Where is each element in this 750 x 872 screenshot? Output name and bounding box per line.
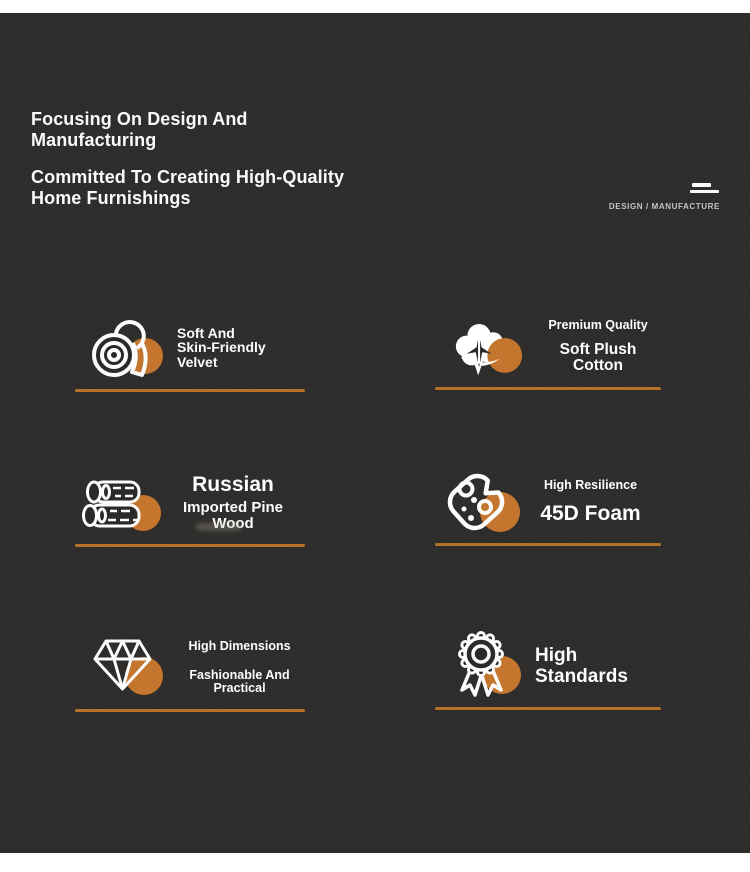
badge-label: DESIGN / MANUFACTURE <box>608 202 720 211</box>
heading-primary <box>31 109 344 150</box>
feature-subtitle: Imported Pine Wood <box>182 498 283 532</box>
feature-standards <box>435 630 661 710</box>
feature-velvet-text <box>177 326 266 370</box>
double-dash-icon <box>690 190 719 194</box>
accent-underline <box>75 389 305 392</box>
award-medal-icon <box>455 631 521 701</box>
heading-secondary-line2: Home Furnishings <box>31 187 191 208</box>
heading-secondary-line1: Committed To Creating High-Quality <box>31 167 345 187</box>
accent-underline <box>75 544 305 547</box>
feature-title: 45D Foam <box>540 502 641 525</box>
accent-underline <box>435 543 661 546</box>
wood-logs-icon <box>82 480 161 531</box>
fabric-roll-icon <box>92 317 164 379</box>
heading-primary-line1: Focusing On Design And <box>31 109 248 129</box>
top-white-strip <box>0 0 750 13</box>
accent-underline <box>75 709 305 712</box>
feature-tagline: High Dimensions <box>188 638 291 653</box>
foam-sponge-icon <box>440 466 520 539</box>
heading-primary-line2: Manufacturing <box>31 129 157 150</box>
bottom-white-strip <box>0 853 750 872</box>
feature-tagline: High Resilience <box>543 478 638 492</box>
accent-underline <box>435 707 661 710</box>
feature-dimensions <box>75 630 305 712</box>
feature-pine <box>75 466 305 547</box>
feature-foam-text <box>520 479 661 525</box>
feature-title: Soft Plush Cotton <box>559 341 637 374</box>
heading-secondary <box>31 167 344 208</box>
feature-subtitle: Fashionable And Practical <box>189 667 290 695</box>
feature-velvet <box>75 311 305 392</box>
feature-tagline: Premium Quality <box>548 318 648 332</box>
feature-cotton-text <box>523 319 661 374</box>
feature-standards-text <box>535 645 628 688</box>
feature-dimensions-text <box>160 640 305 695</box>
cotton-flower-icon <box>450 324 523 377</box>
feature-line: Standards <box>535 666 628 687</box>
feature-title: Russian <box>192 472 274 496</box>
feature-foam <box>435 466 661 546</box>
feature-line: Soft And <box>177 324 235 341</box>
feature-line: Skin-Friendly <box>177 339 266 356</box>
header-area <box>31 109 344 208</box>
feature-line: High <box>535 644 578 666</box>
blurred-watermark <box>196 523 242 531</box>
diamond-icon <box>92 637 160 697</box>
double-dash-icon <box>692 183 711 187</box>
feature-cotton <box>435 311 661 390</box>
accent-underline <box>435 387 661 390</box>
design-manufacture-badge <box>609 183 720 211</box>
feature-line: Velvet <box>177 353 218 370</box>
